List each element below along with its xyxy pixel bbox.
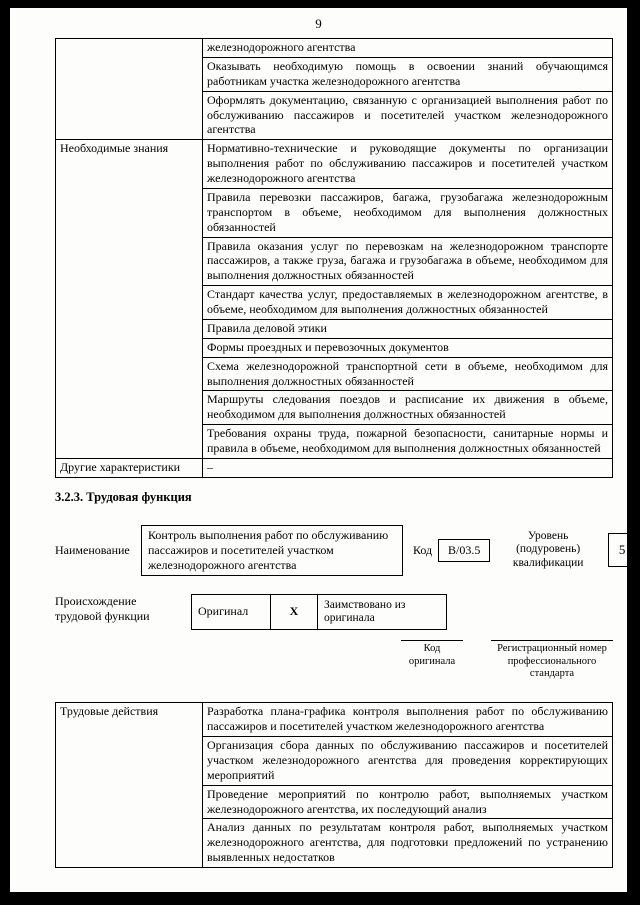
knowledge-item: Схема железнодорожной транспортной сети в объеме, необходимом для выполнения должностных обязанностей [203, 357, 613, 391]
code-original-caption: Код оригинала [401, 640, 463, 680]
other-characteristics-value: – [203, 458, 613, 477]
document-page [10, 8, 627, 892]
page-number: 9 [315, 16, 322, 31]
other-characteristics-label: Другие характеристики [56, 458, 203, 477]
table-row [56, 703, 613, 737]
origin-row [55, 594, 613, 630]
knowledge-item: Правила оказания услуг по перевозкам на железнодорожном транспорте пассажиров, а также груза, багажа и грузобагажа в объеме, необходимом для выполнения должностных обязанностей [203, 237, 613, 286]
code-label: Код [413, 542, 433, 557]
reg-number-caption: Регистрационный номер профессионального стандарта [491, 640, 613, 680]
level-label: Уровень (подуровень) квалификации [512, 529, 584, 570]
requirements-table [55, 38, 613, 478]
knowledge-item: Правила перевозки пассажиров, багажа, грузобагажа железнодорожным транспортом в объеме, необходимом для выполнения должностных обязанностей [203, 188, 613, 237]
function-name-box: Контроль выполнения работ по обслуживанию пассажиров и посетителей участком железнодорожного агентства [141, 525, 403, 576]
page-content [55, 38, 626, 892]
origin-captions [55, 640, 613, 680]
origin-label: Происхождение трудовой функции [55, 593, 150, 623]
function-code-box: В/03.5 [438, 539, 490, 562]
labor-action-item: Разработка плана-графика контроля выполнения работ по обслуживанию пассажиров и посетителей участком железнодорожного агентства [203, 703, 613, 737]
knowledge-label: Необходимые знания [56, 140, 203, 459]
origin-mark-cell: X [271, 594, 318, 630]
origin-borrowed-cell: Заимствовано из оригинала [318, 594, 447, 630]
labor-action-item: Организация сбора данных по обслуживанию пассажиров и посетителей участком железнодорожного агентства для проведения корректирующих мероприятий [203, 737, 613, 786]
table-row [56, 458, 613, 477]
knowledge-item: Правила деловой этики [203, 319, 613, 338]
function-name-row [55, 525, 626, 576]
table-row [56, 39, 613, 58]
name-label: Наименование [55, 542, 130, 557]
skill-item: Оформлять документацию, связанную с организацией выполнения работ по обслуживанию пассажиров и посетителей участком железнодорожного агентства [203, 91, 613, 140]
skills-label-cell-empty [56, 39, 203, 140]
skill-item: Оказывать необходимую помощь в освоении знаний обучающимся работникам участка железнодорожного агентства [203, 57, 613, 91]
knowledge-item: Нормативно-технические и руководящие документы по организации выполнения работ по обслуживанию пассажиров и посетителей участком железнодорожного агентства [203, 140, 613, 189]
level-value-box: 5 [608, 533, 627, 567]
origin-table [191, 594, 447, 630]
knowledge-item: Требования охраны труда, пожарной безопасности, санитарные нормы и правила в объеме, необходимом для выполнения должностных обязанностей [203, 425, 613, 459]
labor-actions-table [55, 702, 613, 868]
labor-action-item: Проведение мероприятий по контролю работ, выполняемых участком железнодорожного агентства, их последующий анализ [203, 785, 613, 819]
knowledge-item: Формы проездных и перевозочных документов [203, 338, 613, 357]
knowledge-item: Маршруты следования поездов и расписание их движения в объеме, необходимом для выполнения должностных обязанностей [203, 391, 613, 425]
section-heading: 3.2.3. Трудовая функция [55, 489, 192, 504]
labor-action-item: Анализ данных по результатам контроля работ, выполняемых участком железнодорожного агентства, для подготовки предложений по устранению выявленных недостатков [203, 819, 613, 868]
skill-continuation: железнодорожного агентства [203, 39, 613, 58]
knowledge-item: Стандарт качества услуг, предоставляемых в железнодорожном агентстве, в объеме, необходимом для выполнения должностных обязанностей [203, 286, 613, 320]
labor-actions-label: Трудовые действия [56, 703, 203, 868]
table-row [56, 140, 613, 189]
origin-original-cell: Оригинал [191, 594, 271, 630]
